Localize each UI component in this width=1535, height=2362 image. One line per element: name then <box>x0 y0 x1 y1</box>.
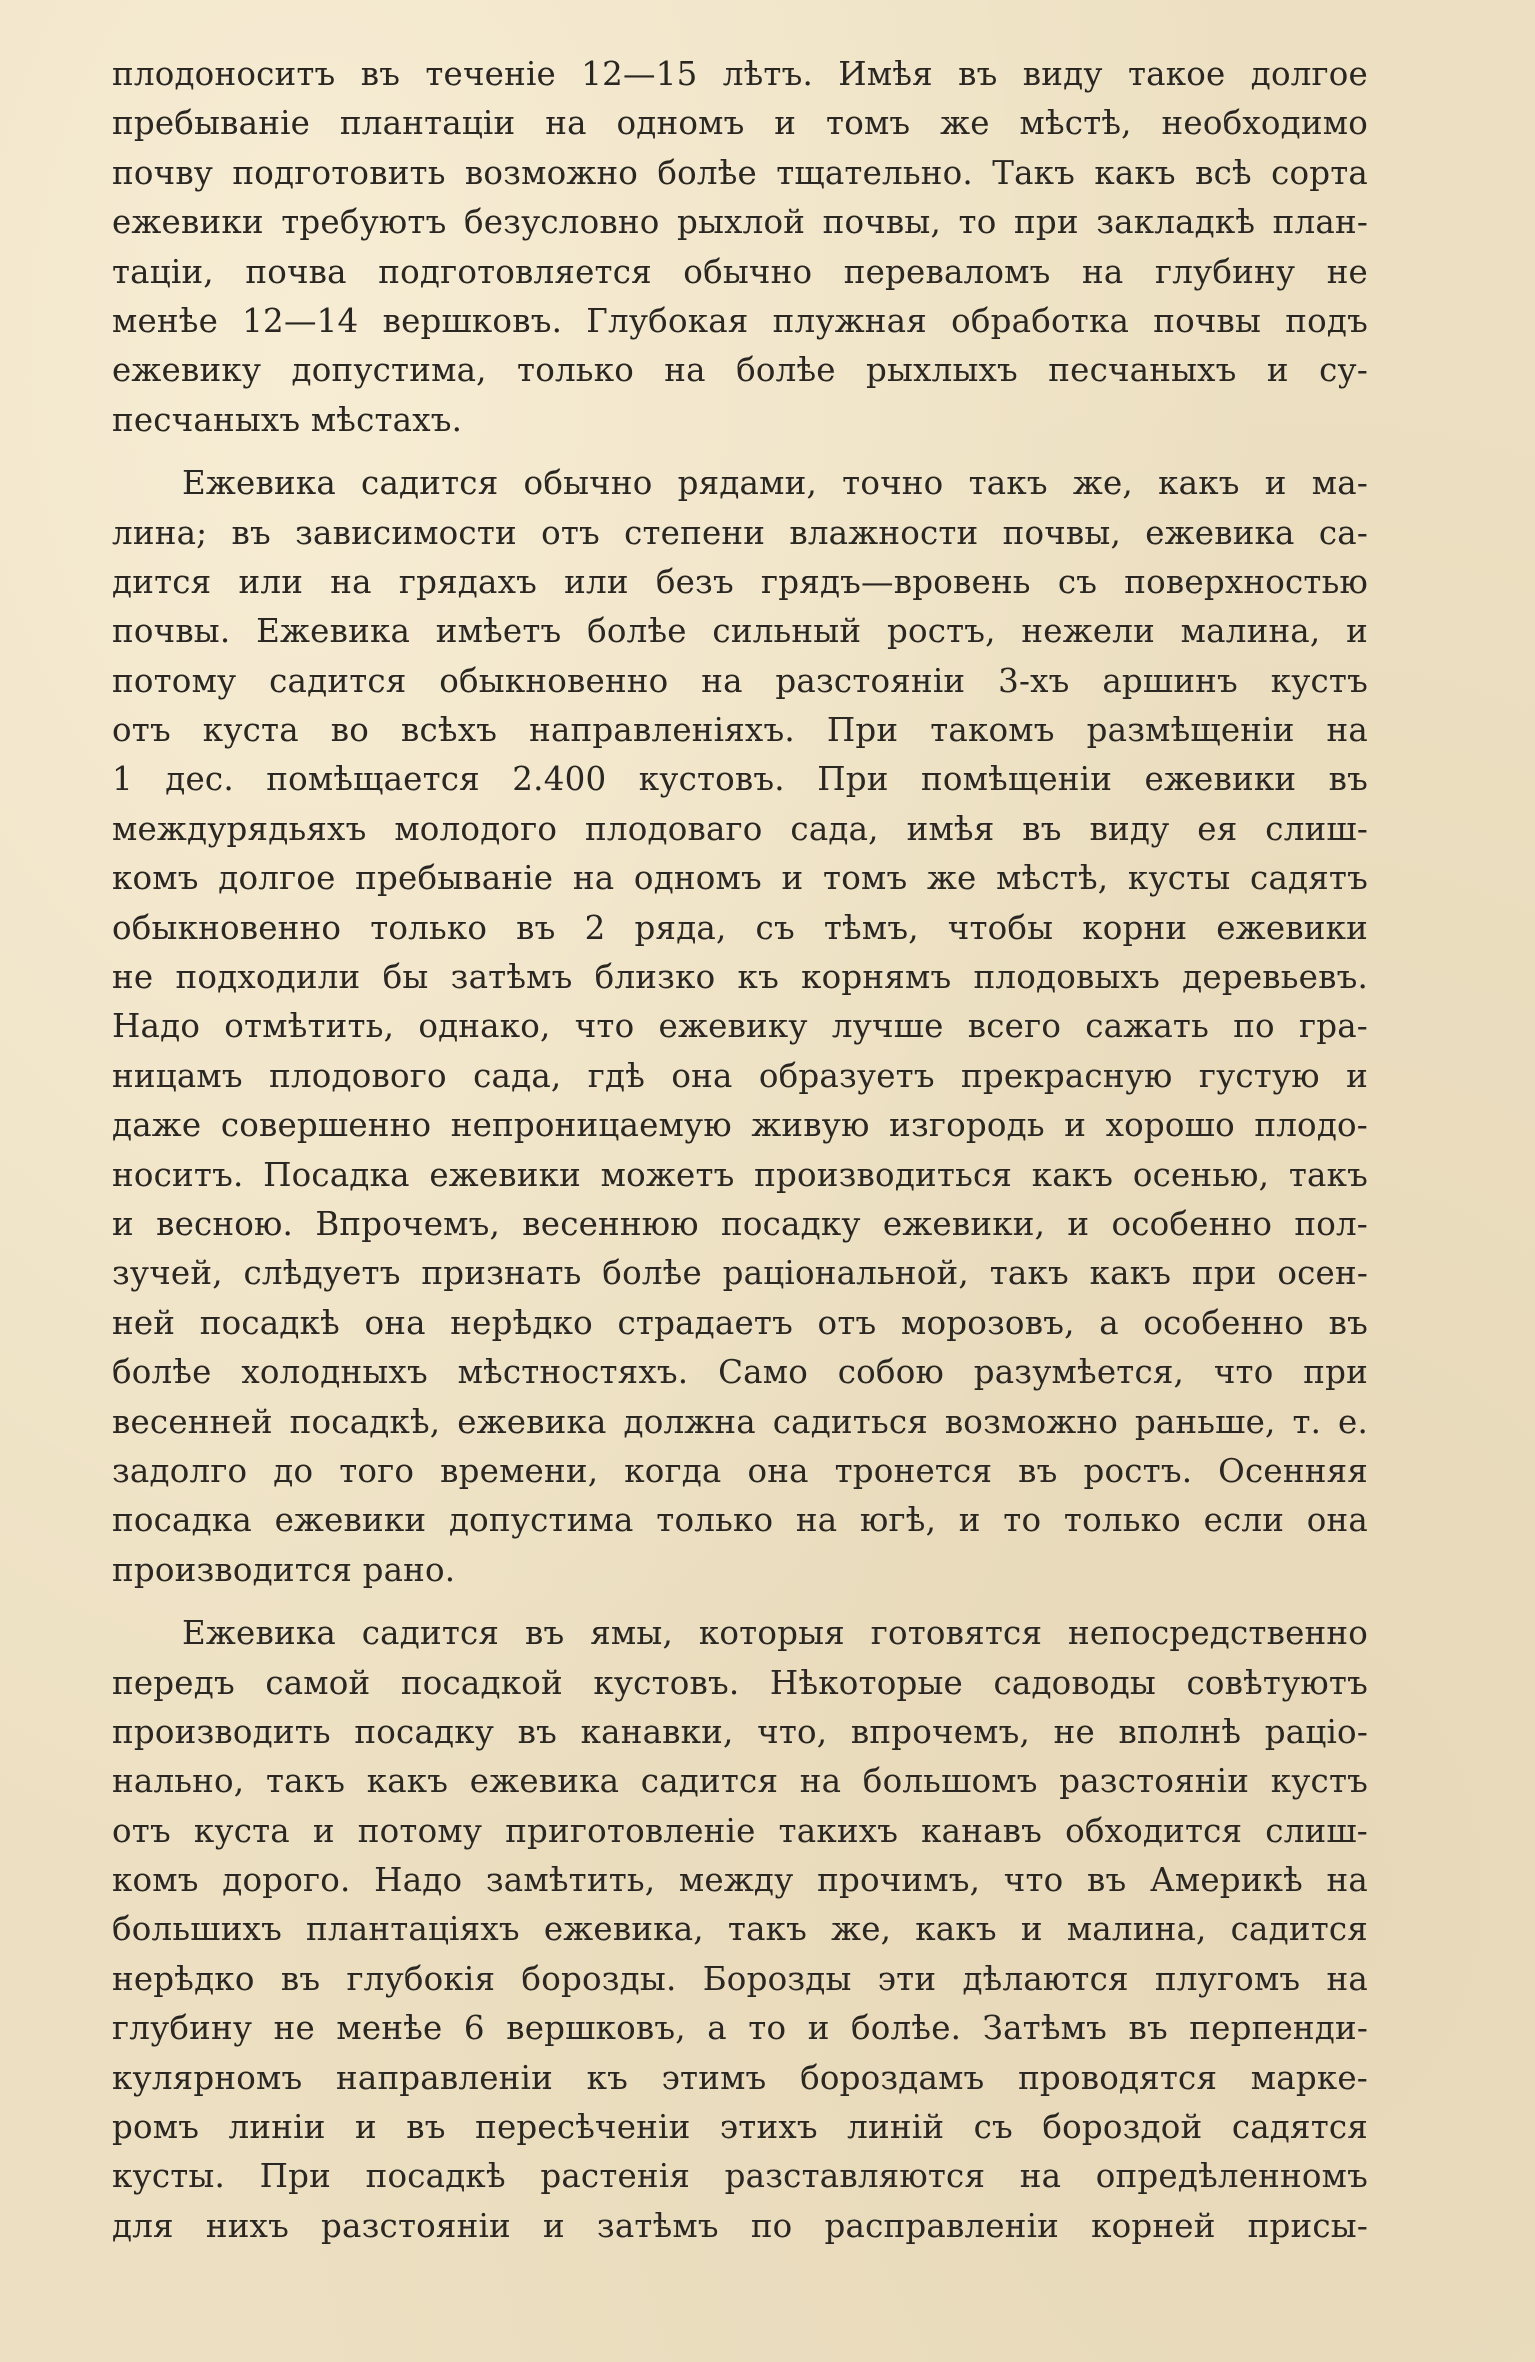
text-line: междурядьяхъ молодого плодоваго сада, имѣя въ виду ея слиш- <box>112 809 1368 848</box>
text-line: потому садится обыкновенно на разстояніи 3-хъ аршинъ кустъ <box>112 661 1368 700</box>
text-line: и весною. Впрочемъ, весеннюю посадку ежевики, и особенно пол- <box>112 1204 1368 1243</box>
paragraph-gap <box>112 1595 1368 1609</box>
text-line: почву подготовить возможно болѣе тщательно. Такъ какъ всѣ сорта <box>112 153 1368 192</box>
text-line: даже совершенно непроницаемую живую изгородь и хорошо плодо- <box>112 1106 1368 1145</box>
text-line: почвы. Ежевика имѣетъ болѣе сильный ростъ, нежели малина, и <box>112 612 1368 651</box>
text-line: ежевики требуютъ безусловно рыхлой почвы, то при закладкѣ план- <box>112 203 1368 242</box>
text-line: передъ самой посадкой кустовъ. Нѣкоторые садоводы совѣтуютъ <box>112 1663 1368 1702</box>
text-line: болѣе холодныхъ мѣстностяхъ. Само собою разумѣется, что при <box>112 1353 1368 1392</box>
paragraph-3 <box>112 1609 1368 2251</box>
text-line: ежевику допустима, только на болѣе рыхлыхъ песчаныхъ и су- <box>112 351 1368 390</box>
text-line: носитъ. Посадка ежевики можетъ производиться какъ осенью, такъ <box>112 1155 1368 1194</box>
text-line: глубину не менѣе 6 вершковъ, а то и болѣе. Затѣмъ въ перпенди- <box>112 2009 1368 2048</box>
text-line: Ежевика садится въ ямы, которыя готовятся непосредственно <box>182 1614 1368 1653</box>
text-line: таціи, почва подготовляется обычно переваломъ на глубину не <box>112 252 1368 291</box>
text-line: Надо отмѣтить, однако, что ежевику лучше всего сажать по гра- <box>112 1007 1368 1046</box>
text-line: комъ дорого. Надо замѣтить, между прочимъ, что въ Америкѣ на <box>112 1861 1368 1900</box>
text-line: комъ долгое пребываніе на одномъ и томъ же мѣстѣ, кусты садятъ <box>112 859 1368 898</box>
text-line: отъ куста во всѣхъ направленіяхъ. При такомъ размѣщеніи на <box>112 711 1368 750</box>
text-line: обыкновенно только въ 2 ряда, съ тѣмъ, чтобы корни ежевики <box>112 908 1368 947</box>
text-line: нерѣдко въ глубокія борозды. Борозды эти дѣлаются плугомъ на <box>112 1959 1368 1998</box>
text-line: Ежевика садится обычно рядами, точно такъ же, какъ и ма- <box>182 464 1368 503</box>
paragraph-2 <box>112 459 1368 1595</box>
text-line: производится рано. <box>112 1550 456 1589</box>
text-line: менѣе 12—14 вершковъ. Глубокая плужная обработка почвы подъ <box>112 301 1368 340</box>
text-line: для нихъ разстояніи и затѣмъ по расправленіи корней присы- <box>112 2206 1368 2245</box>
text-line: отъ куста и потому приготовленіе такихъ канавъ обходится слиш- <box>112 1811 1368 1850</box>
text-line: весенней посадкѣ, ежевика должна садиться возможно раньше, т. е. <box>112 1402 1368 1441</box>
text-line: ней посадкѣ она нерѣдко страдаетъ отъ морозовъ, а особенно въ <box>112 1303 1368 1342</box>
text-line: нально, такъ какъ ежевика садится на большомъ разстояніи кустъ <box>112 1762 1368 1801</box>
text-line: пребываніе плантаціи на одномъ и томъ же мѣстѣ, необходимо <box>112 104 1368 143</box>
text-line: ромъ линіи и въ пересѣченіи этихъ линій съ бороздой садятся <box>112 2108 1368 2147</box>
text-line: производить посадку въ канавки, что, впрочемъ, не вполнѣ раціо- <box>112 1712 1368 1751</box>
text-line: ницамъ плодового сада, гдѣ она образуетъ прекрасную густую и <box>112 1056 1368 1095</box>
text-line: кусты. При посадкѣ растенія разставляются на опредѣленномъ <box>112 2157 1368 2196</box>
text-line: задолго до того времени, когда она тронется въ ростъ. Осенняя <box>112 1451 1368 1490</box>
text-line: большихъ плантаціяхъ ежевика, такъ же, какъ и малина, садится <box>112 1910 1368 1949</box>
text-line: дится или на грядахъ или безъ грядъ—вровень съ поверхностью <box>112 562 1368 601</box>
text-line: посадка ежевики допустима только на югѣ, и то только если она <box>112 1501 1368 1540</box>
paragraph-1 <box>112 50 1368 445</box>
page-text <box>112 50 1368 2251</box>
text-line: зучей, слѣдуетъ признать болѣе раціональной, такъ какъ при осен- <box>112 1254 1368 1293</box>
text-line: не подходили бы затѣмъ близко къ корнямъ плодовыхъ деревьевъ. <box>112 958 1368 997</box>
text-line: песчаныхъ мѣстахъ. <box>112 400 463 439</box>
text-line: кулярномъ направленіи къ этимъ бороздамъ проводятся марке- <box>112 2058 1368 2097</box>
text-line: плодоноситъ въ теченіе 12—15 лѣтъ. Имѣя въ виду такое долгое <box>112 55 1368 93</box>
paragraph-gap <box>112 445 1368 459</box>
text-line: 1 дес. помѣщается 2.400 кустовъ. При помѣщеніи ежевики въ <box>112 760 1368 799</box>
text-line: лина; въ зависимости отъ степени влажности почвы, ежевика са- <box>112 513 1368 552</box>
